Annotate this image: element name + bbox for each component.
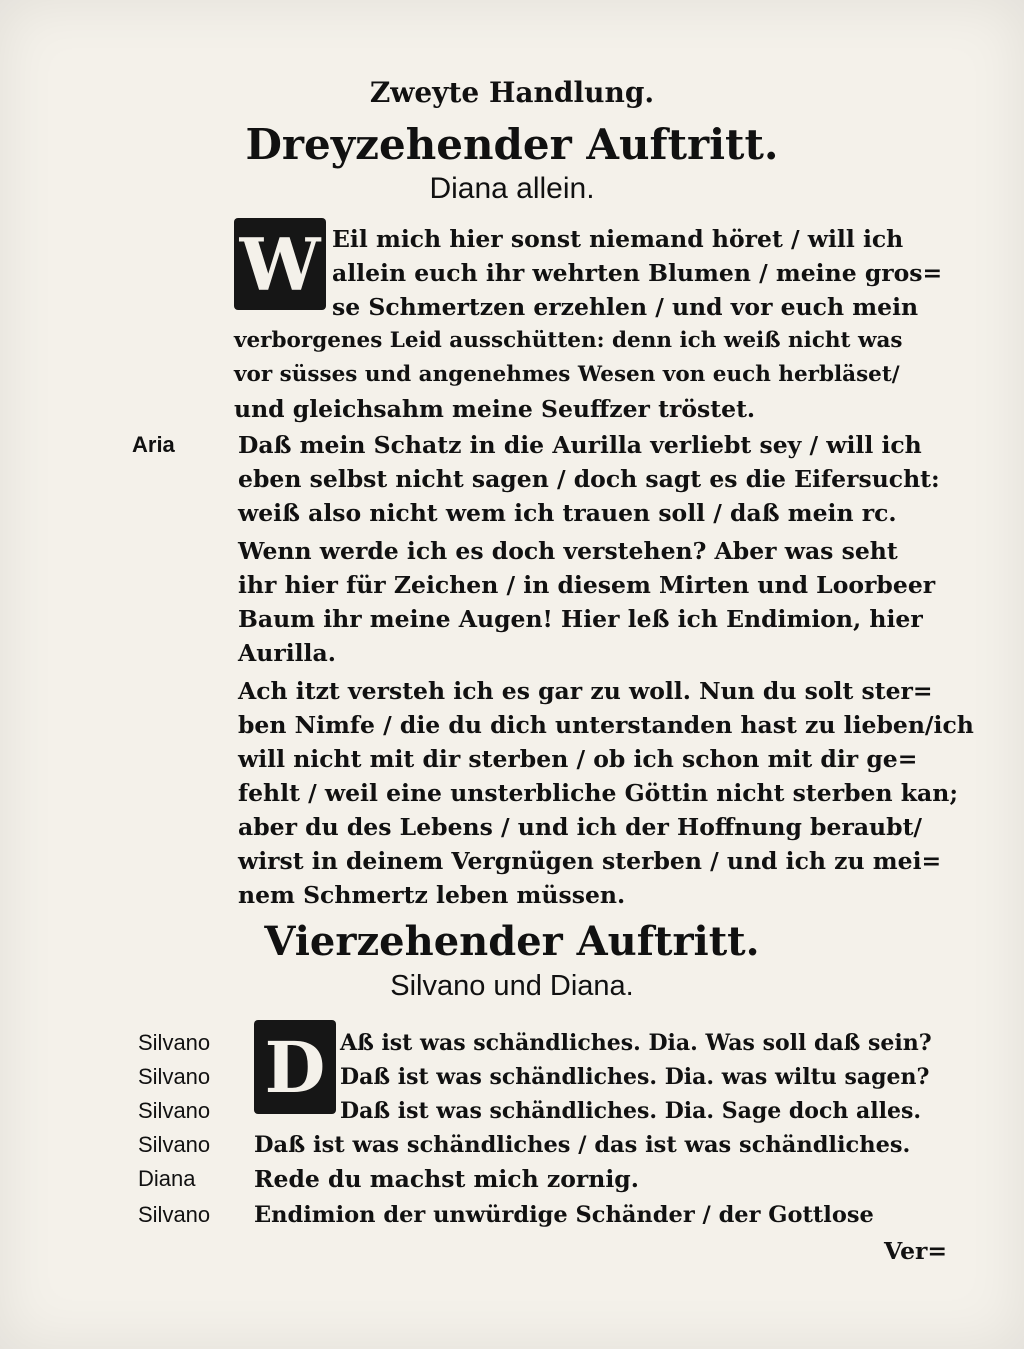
speaker-label: Diana (138, 1166, 196, 1191)
scene13-line: allein euch ihr wehrten Blumen / meine gros= (332, 259, 943, 287)
speech-line: fehlt / weil eine unsterbliche Göttin nicht sterben kan; (238, 779, 959, 807)
speaker-label: Silvano (138, 1132, 211, 1157)
aria-label: Aria (132, 432, 175, 457)
speech-line: wirst in deinem Vergnügen sterben / und ich zu mei= (238, 847, 942, 875)
aria-line: weiß also nicht wem ich trauen soll / daß mein rc. (238, 499, 897, 527)
scene-13-title: Dreyzehender Auftritt. (245, 120, 779, 169)
dialogue-line: Daß ist was schändliches. Dia. was wiltu sagen? (340, 1064, 930, 1090)
dialogue-line: Aß ist was schändliches. Dia. Was soll daß sein? (340, 1030, 932, 1056)
speech-line: Wenn werde ich es doch verstehen? Aber was seht (238, 537, 898, 565)
speaker-label: Silvano (138, 1098, 211, 1123)
scene-14-title: Vierzehender Auftritt. (264, 918, 760, 965)
speech-line: nem Schmertz leben müssen. (238, 881, 626, 909)
dialogue-line: Endimion der unwürdige Schänder / der Gottlose (254, 1202, 874, 1228)
speaker-label: Silvano (138, 1064, 211, 1089)
speech-line: aber du des Lebens / und ich der Hoffnung beraubt/ (238, 813, 923, 841)
scene13-line: vor süsses und angenehmes Wesen von euch herbläset/ (234, 362, 900, 387)
speaker-label: Silvano (138, 1030, 211, 1055)
scene13-line: Eil mich hier sonst niemand höret / will ich (332, 225, 904, 253)
running-head: Zweyte Handlung. (369, 76, 655, 109)
drop-cap-w: W (234, 218, 326, 310)
speech-line: ihr hier für Zeichen / in diesem Mirten und Loorbeer (238, 571, 936, 599)
drop-cap-d: D (254, 1020, 336, 1114)
speaker-label: Silvano (138, 1202, 211, 1227)
scene13-line: und gleichsahm meine Seuffzer tröstet. (234, 395, 756, 423)
speech-line: Baum ihr meine Augen! Hier leß ich Endimion, hier (238, 605, 923, 633)
aria-line: eben selbst nicht sagen / doch sagt es die Eifersucht: (238, 465, 940, 493)
scene-13-cast: Diana allein. (429, 172, 595, 205)
scene13-line: verborgenes Leid ausschütten: denn ich weiß nicht was (234, 328, 903, 353)
speech-line: Aurilla. (238, 639, 336, 667)
dialogue-line: Rede du machst mich zornig. (254, 1165, 639, 1193)
catchword: Ver= (884, 1237, 948, 1265)
speech-line: will nicht mit dir sterben / ob ich schon mit dir ge= (238, 745, 918, 773)
speech-line: Ach itzt versteh ich es gar zu woll. Nun du solt ster= (238, 677, 933, 705)
scene-14-cast: Silvano und Diana. (390, 970, 634, 1002)
speech-line: ben Nimfe / die du dich unterstanden hast zu lieben/ich (238, 711, 974, 739)
aria-line: Daß mein Schatz in die Aurilla verliebt sey / will ich (238, 431, 922, 459)
dialogue-line: Daß ist was schändliches. Dia. Sage doch alles. (340, 1098, 922, 1124)
scene13-line: se Schmertzen erzehlen / und vor euch mein (332, 293, 919, 321)
dialogue-line: Daß ist was schändliches / das ist was schändliches. (254, 1132, 911, 1158)
